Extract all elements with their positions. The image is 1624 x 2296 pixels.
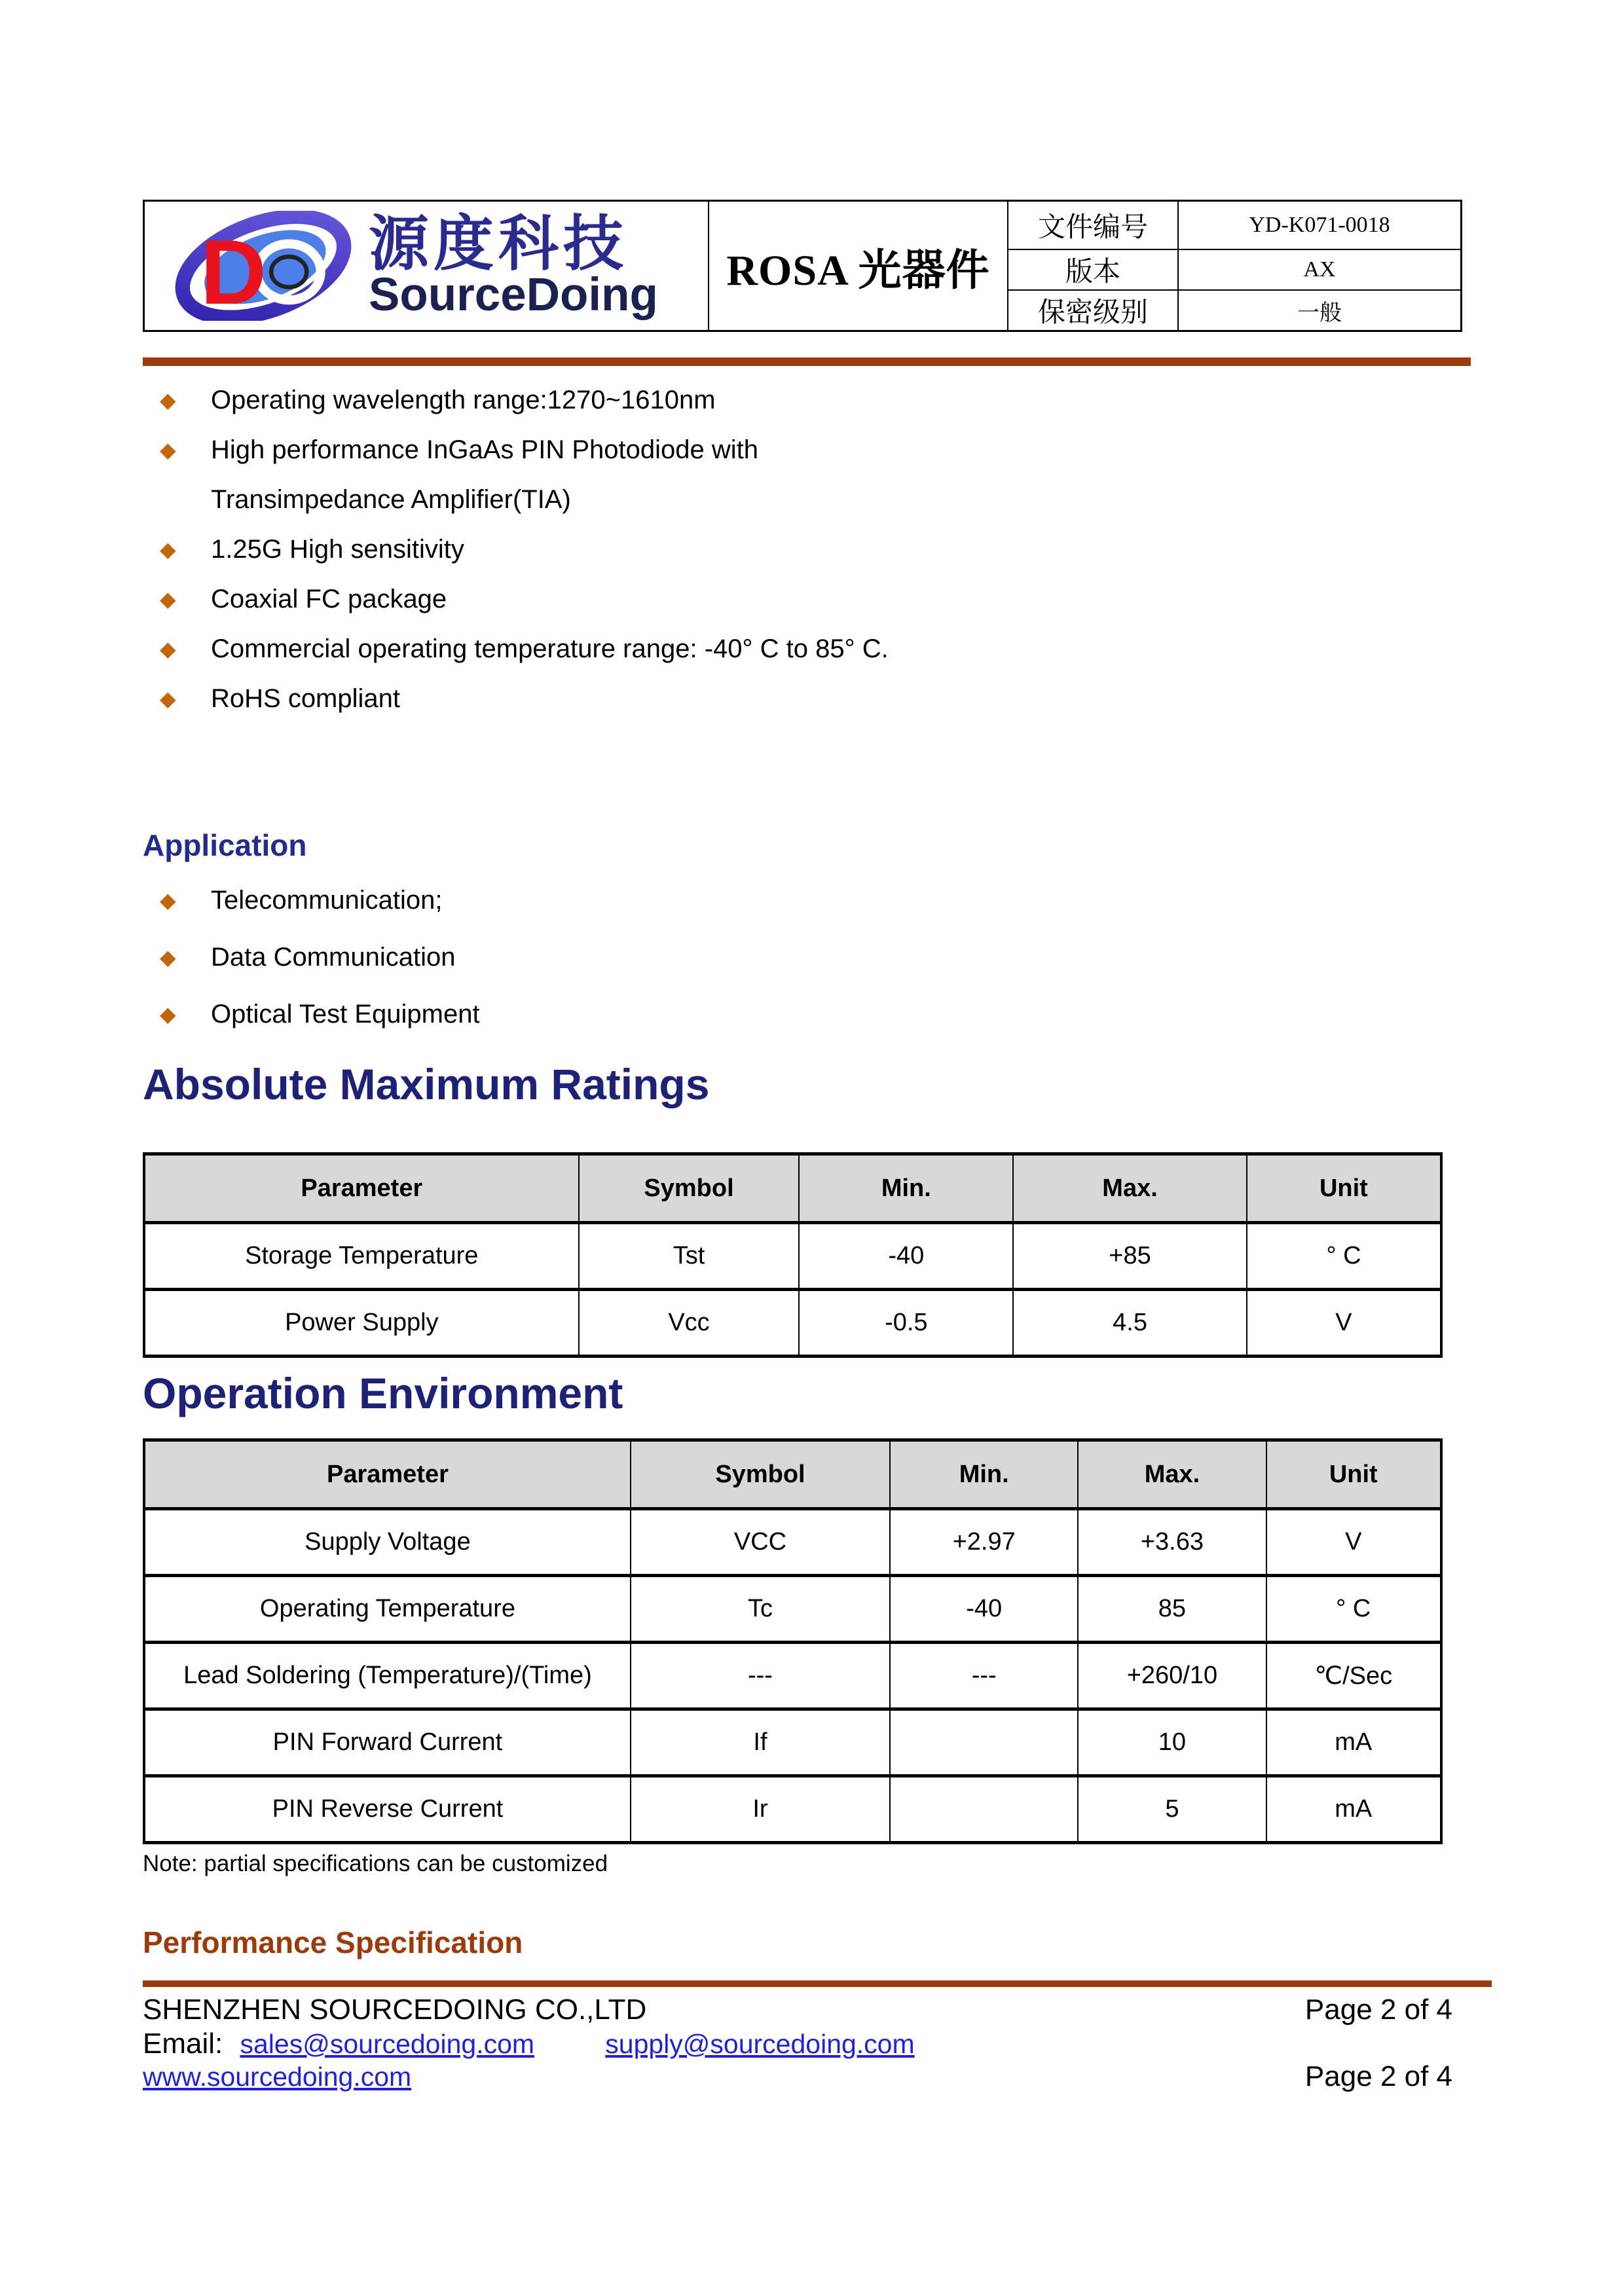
meta-label-confidentiality: 保密级别	[1008, 290, 1178, 331]
table-row	[144, 1643, 1441, 1709]
table-cell: 85	[1078, 1576, 1266, 1643]
table-row	[144, 1576, 1441, 1643]
op-env-table	[143, 1438, 1443, 1844]
table-row	[144, 1290, 1441, 1357]
table-cell: ℃/Sec	[1266, 1643, 1441, 1709]
header-accent-bar	[143, 357, 1471, 366]
diamond-bullet-icon: ◆	[160, 1002, 176, 1026]
table-cell: Tc	[631, 1576, 890, 1643]
abs-max-table	[143, 1152, 1443, 1358]
feature-text: Commercial operating temperature range: -40° C to 85° C.	[211, 634, 889, 663]
application-text: Telecommunication;	[211, 886, 443, 915]
list-item	[143, 375, 1624, 425]
column-header: Parameter	[144, 1440, 631, 1509]
column-header: Max.	[1013, 1154, 1247, 1223]
table-row	[144, 1223, 1441, 1290]
table-cell: Operating Temperature	[144, 1576, 631, 1643]
abs-max-heading: Absolute Maximum Ratings	[143, 1060, 710, 1108]
table-cell: PIN Forward Current	[144, 1709, 631, 1776]
list-item	[143, 989, 1624, 1039]
table-cell: ---	[890, 1643, 1078, 1709]
table-cell: 5	[1078, 1776, 1266, 1843]
diamond-bullet-icon: ◆	[160, 538, 176, 561]
table-cell: ° C	[1247, 1223, 1441, 1290]
feature-text: Operating wavelength range:1270~1610nm	[211, 386, 716, 414]
table-cell: If	[631, 1709, 890, 1776]
column-header: Max.	[1078, 1440, 1266, 1509]
diamond-bullet-icon: ◆	[160, 637, 176, 661]
table-cell: -0.5	[799, 1290, 1013, 1357]
performance-heading: Performance Specification	[143, 1925, 523, 1959]
list-item	[143, 425, 1624, 524]
table-cell: Ir	[631, 1776, 890, 1843]
table-cell: +85	[1013, 1223, 1247, 1290]
table-cell: Supply Voltage	[144, 1509, 631, 1576]
diamond-bullet-icon: ◆	[160, 888, 176, 912]
diamond-bullet-icon: ◆	[160, 945, 176, 969]
application-text: Optical Test Equipment	[211, 1000, 480, 1029]
list-item	[143, 574, 1624, 624]
feature-text: Coaxial FC package	[211, 585, 447, 613]
feature-text: High performance InGaAs PIN Photodiode with	[211, 435, 758, 464]
logo-text	[369, 210, 658, 321]
sourcedoing-logo-icon	[162, 211, 365, 321]
document-title-cell	[709, 201, 1008, 331]
diamond-bullet-icon: ◆	[160, 438, 176, 462]
application-text: Data Communication	[211, 943, 456, 972]
table-row	[144, 1776, 1441, 1843]
table-cell: VCC	[631, 1509, 890, 1576]
feature-list	[143, 375, 1624, 723]
meta-value-version: AX	[1178, 249, 1462, 290]
list-item	[143, 624, 1624, 674]
table-cell: 10	[1078, 1709, 1266, 1776]
table-cell: -40	[799, 1223, 1013, 1290]
column-header: Symbol	[631, 1440, 890, 1509]
diamond-bullet-icon: ◆	[160, 388, 176, 412]
op-env-heading: Operation Environment	[143, 1369, 623, 1417]
footer-row	[143, 1994, 1492, 2026]
table-cell: V	[1247, 1290, 1441, 1357]
list-item	[143, 875, 1624, 925]
table-cell: ---	[631, 1643, 890, 1709]
table-cell: 4.5	[1013, 1290, 1247, 1357]
feature-text: RoHS compliant	[211, 684, 401, 713]
supply-email-link[interactable]: supply@sourcedoing.com	[605, 2029, 915, 2059]
table-row	[144, 1509, 1441, 1576]
feature-text: 1.25G High sensitivity	[211, 535, 464, 564]
table-cell: ° C	[1266, 1576, 1441, 1643]
logo-cell	[144, 201, 709, 331]
logo-english-name: SourceDoing	[369, 268, 658, 321]
meta-value-doc-number: YD-K071-0018	[1178, 201, 1462, 250]
table-cell	[890, 1776, 1078, 1843]
table-cell: Tst	[579, 1223, 800, 1290]
diamond-bullet-icon: ◆	[160, 687, 176, 710]
table-cell: V	[1266, 1509, 1441, 1576]
column-header: Min.	[799, 1154, 1013, 1223]
header-table	[143, 200, 1462, 332]
table-note: Note: partial specifications can be customized	[143, 1851, 608, 1876]
table-header-row	[144, 1154, 1441, 1223]
page-number: Page 2 of 4	[1304, 1994, 1452, 2026]
column-header: Parameter	[144, 1154, 579, 1223]
table-cell: +3.63	[1078, 1509, 1266, 1576]
document-title: ROSA 光器件	[726, 246, 990, 295]
table-row	[144, 1709, 1441, 1776]
table-cell: Power Supply	[144, 1290, 579, 1357]
footer-company-name: SHENZHEN SOURCEDOING CO.,LTD	[143, 1994, 647, 2026]
table-header-row	[144, 1440, 1441, 1509]
column-header: Unit	[1247, 1154, 1441, 1223]
logo-chinese-name: 源度科技	[369, 210, 629, 278]
table-cell: Vcc	[579, 1290, 800, 1357]
table-cell: mA	[1266, 1776, 1441, 1843]
meta-label-doc-number: 文件编号	[1008, 201, 1178, 250]
column-header: Min.	[890, 1440, 1078, 1509]
table-cell: -40	[890, 1576, 1078, 1643]
meta-label-version: 版本	[1008, 249, 1178, 290]
table-cell: PIN Reverse Current	[144, 1776, 631, 1843]
list-item	[143, 524, 1624, 574]
list-item	[143, 674, 1624, 723]
website-link[interactable]: www.sourcedoing.com	[143, 2062, 412, 2092]
footer-email-line	[143, 2028, 1624, 2060]
meta-value-confidentiality: 一般	[1178, 290, 1462, 331]
table-cell: +2.97	[890, 1509, 1078, 1576]
application-list	[143, 875, 1624, 1039]
svg-text:D: D	[200, 220, 267, 321]
footer-row	[143, 2060, 1492, 2093]
column-header: Unit	[1266, 1440, 1441, 1509]
table-cell: Lead Soldering (Temperature)/(Time)	[144, 1643, 631, 1709]
feature-text: Transimpedance Amplifier(TIA)	[211, 485, 571, 514]
table-cell: mA	[1266, 1709, 1441, 1776]
list-item	[143, 932, 1624, 982]
application-heading: Application	[143, 828, 307, 862]
sales-email-link[interactable]: sales@sourcedoing.com	[240, 2029, 535, 2059]
table-cell: +260/10	[1078, 1643, 1266, 1709]
column-header: Symbol	[579, 1154, 800, 1223]
footer-accent-rule	[143, 1980, 1492, 1987]
table-cell: Storage Temperature	[144, 1223, 579, 1290]
diamond-bullet-icon: ◆	[160, 587, 176, 611]
page-number: Page 2 of 4	[1304, 2060, 1452, 2092]
email-label: Email:	[143, 2028, 223, 2060]
table-cell	[890, 1709, 1078, 1776]
